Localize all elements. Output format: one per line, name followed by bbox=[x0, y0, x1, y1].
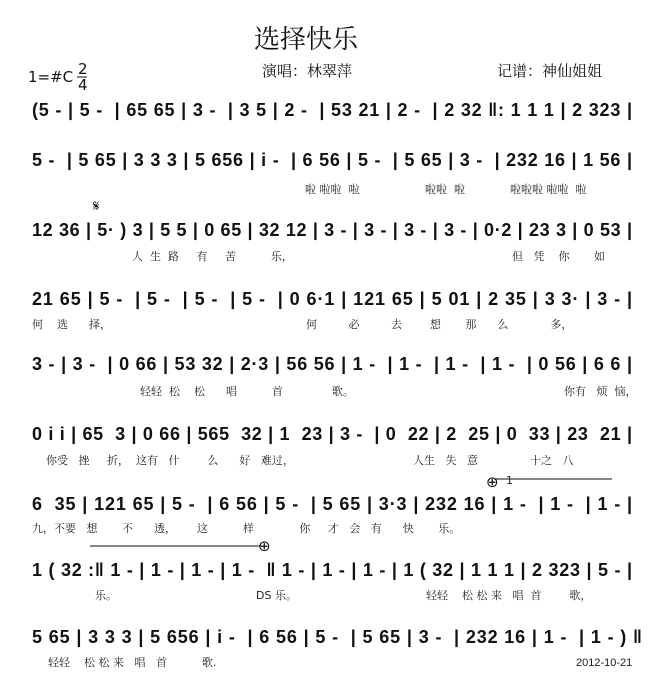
lyrics-2b: 啦啦 啦 bbox=[425, 183, 465, 196]
lyrics-3b: 但 凭 你 如 bbox=[512, 250, 605, 263]
volta-number: 1 bbox=[506, 474, 513, 487]
staff-line-7: 6 35 | 121 65 | 5 - | 6 56 | 5 - | 5 65 | 3·3 | 232 16 | 1 - | 1 - | 1 - | bbox=[32, 494, 632, 514]
staff-line-1: (5 - | 5 - | 65 65 | 3 - | 3 5 | 2 - | 53 21 | 2 - | 2 32 ‖: 1 1 1 | 2 323 | bbox=[32, 100, 633, 120]
song-title: 选择快乐 bbox=[254, 25, 359, 55]
lyrics-6a: 你受 挫 折， 这有 什 么 好 难过， bbox=[46, 454, 294, 467]
lyrics-6b: 人生 失 意 bbox=[413, 454, 478, 467]
transcriber-credit: 记谱：神仙姐姐 bbox=[497, 62, 603, 80]
time-signature-bottom: 4 bbox=[78, 76, 88, 94]
staff-line-4: 21 65 | 5 - | 5 - | 5 - | 5 - | 0 6·1 | 121 65 | 5 01 | 2 35 | 3 3· | 3 - | bbox=[32, 289, 633, 309]
lyrics-4a: 何 选 择， bbox=[32, 318, 111, 331]
staff-line-9: 5 65 | 3 3 3 | 5 656 | i - | 6 56 | 5 - | 5 65 | 3 - | 232 16 | 1 - | 1 - ) ‖ bbox=[32, 627, 643, 647]
date-stamp: 2012-10-21 bbox=[576, 657, 633, 669]
lyrics-3a: 人 生 路 有 苦 乐， bbox=[132, 250, 293, 263]
singer-credit: 演唱：林翠萍 bbox=[262, 62, 353, 80]
lyrics-7a: 九，不要 想 不 透， 这 样 你 才 会 有 快 乐。 bbox=[32, 522, 461, 535]
key-signature: 1=#C bbox=[28, 68, 74, 86]
lyrics-4b: 何 必 去 想 那 么 多， bbox=[306, 318, 573, 331]
lyrics-9a: 轻轻 松 松 来 唱 首 歌. bbox=[48, 656, 217, 669]
lyrics-5b: 你有 烦 恼， bbox=[564, 385, 637, 398]
lyrics-6c: 十之 八 bbox=[530, 454, 574, 467]
staff-line-8: 1 ( 32 :‖ 1 - | 1 - | 1 - | 1 - ‖ 1 - | 1 - | 1 - | 1 ( 32 | 1 1 1 | 2 323 | 5 - | bbox=[32, 560, 633, 580]
lyrics-5a: 轻轻 松 松 唱 首 歌。 bbox=[140, 385, 354, 398]
staff-line-3: 12 36 | 5· ) 3 | 5 5 | 0 65 | 32 12 | 3 - | 3 - | 3 - | 3 - | 0·2 | 23 3 | 0 53 | bbox=[32, 220, 633, 240]
lyrics-2c: 啦啦啦 啦啦 啦 bbox=[510, 183, 587, 196]
lyrics-8a: 乐。 bbox=[95, 589, 117, 602]
staff-line-2: 5 - | 5 65 | 3 3 3 | 5 656 | i - | 6 56 | 5 - | 5 65 | 3 - | 232 16 | 1 56 | bbox=[32, 150, 632, 170]
staff-line-6: 0 i i | 65 3 | 0 66 | 565 32 | 1 23 | 3 - | 0 22 | 2 25 | 0 33 | 23 21 | bbox=[32, 424, 632, 444]
lyrics-8c: 轻轻 松 松 来 唱 首 歌， bbox=[426, 589, 592, 602]
lyrics-8b: DS 乐。 bbox=[256, 589, 297, 602]
time-signature-top: 2 bbox=[78, 60, 88, 78]
staff-line-5: 3 - | 3 - | 0 66 | 53 32 | 2·3 | 56 56 | 1 - | 1 - | 1 - | 1 - | 0 56 | 6 6 | bbox=[32, 354, 633, 374]
lyrics-2a: 啦 啦啦 啦 bbox=[305, 183, 360, 196]
coda-sign-2: ⊕ bbox=[258, 537, 271, 555]
coda-sign-1: ⊕ bbox=[486, 473, 499, 491]
segno-sign: 𝄋 bbox=[93, 197, 100, 215]
